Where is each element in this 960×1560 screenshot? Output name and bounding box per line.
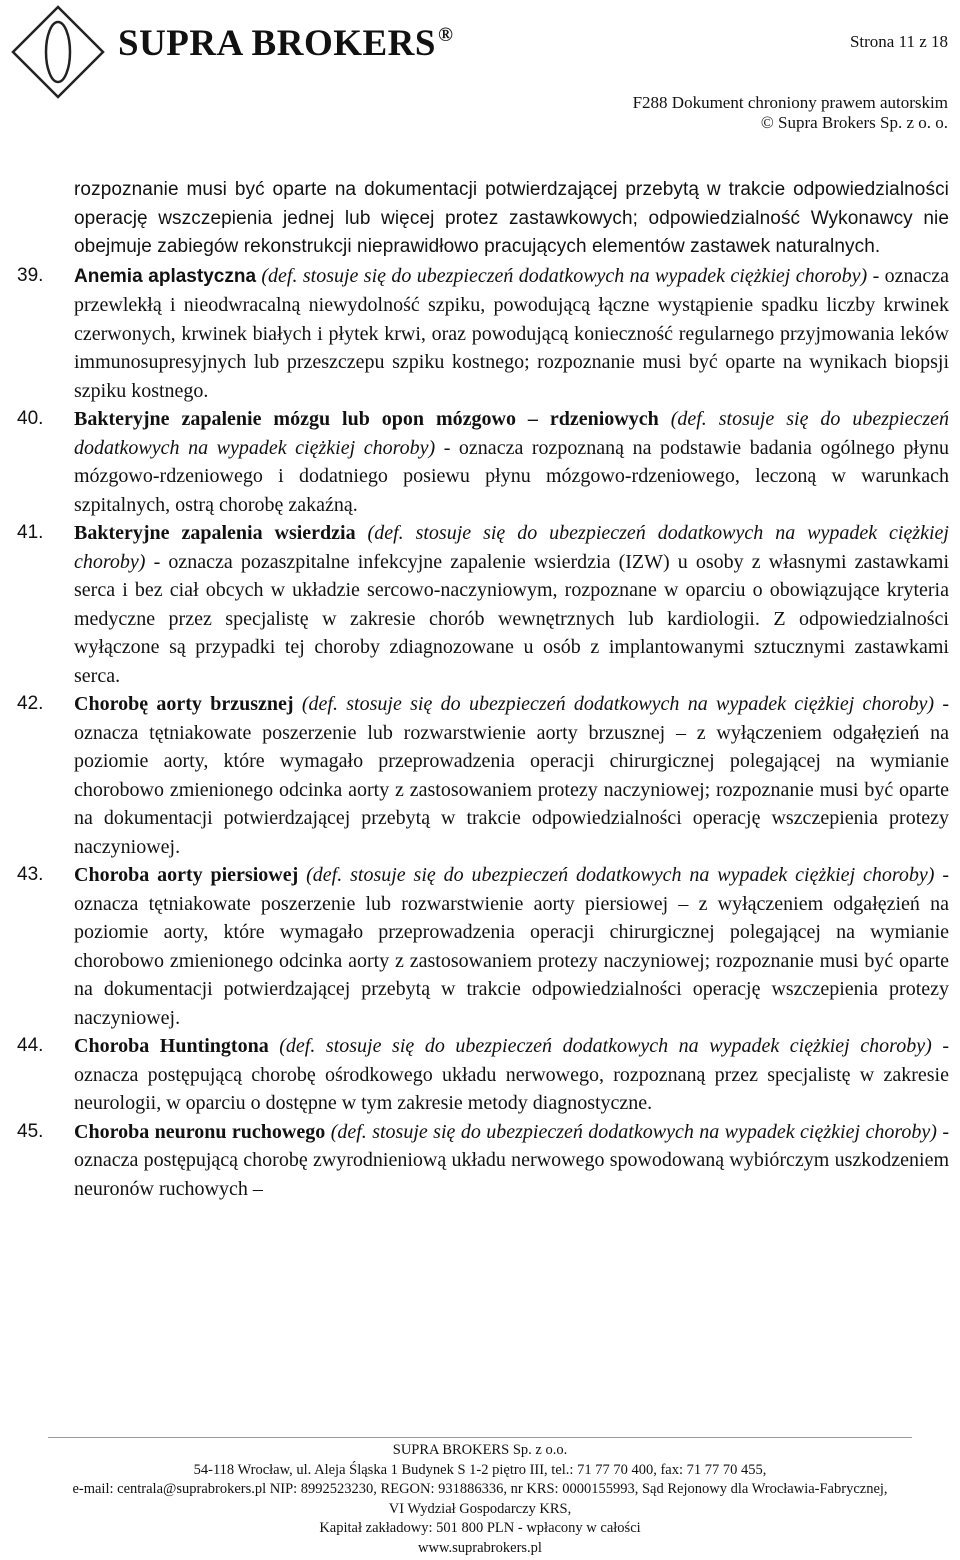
intro-paragraph: rozpoznanie musi być oparte na dokumentacji potwierdzającej przebytą w trakcie odpowiedzialności operację wszczepienia jednej lub więcej protez zastawkowych; odpowiedzialność Wykonawcy nie obejmuje zabiegów rekonstrukcji nieprawidłowo pracujących elementów zastawek naturalnych. [74,179,949,257]
page-number: Strona 11 z 18 [849,32,948,51]
brand-name: SUPRA BROKERS ® [118,23,454,64]
doc-protection-line: F288 Dokument chroniony prawem autorskim [632,93,948,112]
item-def-note: (def. stosuje się do ubezpieczeń dodatkowych na wypadek ciężkiej choroby) [268,1035,932,1057]
item-term: Bakteryjne zapalenia wsierdzia [74,522,356,544]
item-number: 42. [17,693,44,714]
definition-item-45 [17,1118,949,1204]
definition-item-44 [17,1032,949,1118]
footer-registry: e-mail: centrala@suprabrokers.pl NIP: 8992523230, REGON: 931886336, nr KRS: 0000155993, Sąd Rejonowy dla Wrocławia-Fabrycznej, [72,1481,888,1497]
item-def-note: (def. stosuje się do ubezpieczeń dodatkowych na wypadek ciężkiej choroby) [298,864,935,886]
item-term: Choroba aorty piersiowej [74,864,299,886]
item-body: - oznacza postępującą chorobę zwyrodnieniową układu nerwowego spowodowaną wybiórczym uszkodzeniem neuronów ruchowych – [74,1120,949,1200]
item-number: 39. [17,264,44,286]
item-body: - oznacza rozpoznaną na podstawie badania ogólnego płynu mózgowo-rdzeniowego i dodatniego posiewu płynu mózgowo-rdzeniowego, leczoną w warunkach szpitalnych, ostrą chorobę zakaźną. [74,436,949,516]
item-number: 41. [17,522,44,543]
page-footer [0,1441,960,1558]
footer-court: VI Wydział Gospodarczy KRS, [388,1500,572,1517]
item-term: Anemia aplastyczna [74,265,257,287]
page-header [0,0,960,170]
item-def-note: (def. stosuje się do ubezpieczeń dodatkowych na wypadek ciężkiej choroby) [74,408,950,459]
item-body: - oznacza pozaszpitalne infekcyjne zapalenie wsierdzia (IZW) u osoby z własnymi zastawkami serca i bez ciał obcych w układzie sercowo-naczyniowym, rozpoznane w oparciu o obowiązujące kryteria medyczne przez specjalistę w zakresie chorób wewnętrznych lub kardiologii. Z odpowiedzialności wyłączone są przypadki tej choroby zdiagnozowane u osób z implantowanymi sztucznymi zastawkami serca. [74,550,949,687]
supra-brokers-logo-icon [10,4,106,100]
definition-item-40 [17,405,949,519]
item-number: 44. [17,1035,44,1056]
item-term: Choroba Huntingtona [74,1035,269,1057]
item-number: 43. [17,864,44,885]
copyright-block [633,93,948,133]
item-term: Choroba neuronu ruchowego [74,1120,326,1143]
definition-item-41 [17,519,949,690]
item-term: Bakteryjne zapalenie mózgu lub opon mózgowo – rdzeniowych [74,408,659,430]
footer-company: SUPRA BROKERS Sp. z o.o. [392,1442,568,1458]
footer-website: www.suprabrokers.pl [418,1539,542,1556]
item-def-note: (def. stosuje się do ubezpieczeń dodatkowych na wypadek ciężkiej choroby) [293,693,935,715]
document-body [17,176,949,1203]
definition-item-42 [17,690,949,861]
item-def-note: (def. stosuje się do ubezpieczeń dodatkowych na wypadek ciężkiej choroby) [325,1120,937,1143]
definition-item-43 [17,861,949,1032]
item-body: - oznacza przewlekłą i nieodwracalną niewydolność szpiku, powodującą łączne wystąpienie spadku liczby krwinek czerwonych, krwinek białych i płytek krwi, oraz powodującą konieczność regularnego przyjmowania leków immunosupresyjnych lub przeszczepu szpiku kostnego; rozpoznanie musi być oparte na wynikach biopsji szpiku kostnego. [74,264,950,402]
item-number: 45. [17,1120,44,1142]
footer-capital: Kapitał zakładowy: 501 800 PLN - wpłacony w całości [319,1520,641,1536]
item-body: - oznacza tętniakowate poszerzenie lub rozwarstwienie aorty brzusznej – z wyłączeniem odgałęzień na poziomie aorty, które wymagało przeprowadzenia operacji chirurgicznej polegającej na wymianie chorobowo zmienionego odcinka aorty z zastosowaniem protezy naczyniowej; rozpoznanie musi być oparte na dokumentacji potwierdzającej przebytą w trakcie odpowiedzialności operację wszczepienia protezy naczyniowej. [74,693,949,858]
item-number: 40. [17,408,44,429]
definition-item-39 [17,262,949,406]
footer-divider [48,1437,912,1438]
item-body: - oznacza tętniakowate poszerzenie lub rozwarstwienie aorty piersiowej – z wyłączeniem odgałęzień na poziomie aorty, które wymagało przeprowadzenia operacji chirurgicznej polegającej na wymianie chorobowo zmienionego odcinka aorty z zastosowaniem protezy naczyniowej; rozpoznanie musi być oparte na dokumentacji potwierdzającej przebytą w trakcie odpowiedzialności operację wszczepienia protezy naczyniowej. [74,864,949,1029]
footer-address: 54-118 Wrocław, ul. Aleja Śląska 1 Budynek S 1-2 piętro III, tel.: 71 77 70 400, fax: 71 77 70 455, [193,1461,767,1478]
item-term: Chorobę aorty brzusznej [74,693,294,715]
copyright-line: © Supra Brokers Sp. z o. o. [760,113,948,132]
item-body: - oznacza postępującą chorobę ośrodkowego układu nerwowego, rozpoznaną przez specjalistę w zakresie neurologii, w oparciu o dostępne w tym zakresie metody diagnostyczne. [74,1035,949,1114]
item-def-note: (def. stosuje się do ubezpieczeń dodatkowych na wypadek ciężkiej choroby) [256,264,868,287]
item-def-note: (def. stosuje się do ubezpieczeń dodatkowych na wypadek ciężkiej choroby) [74,522,949,573]
